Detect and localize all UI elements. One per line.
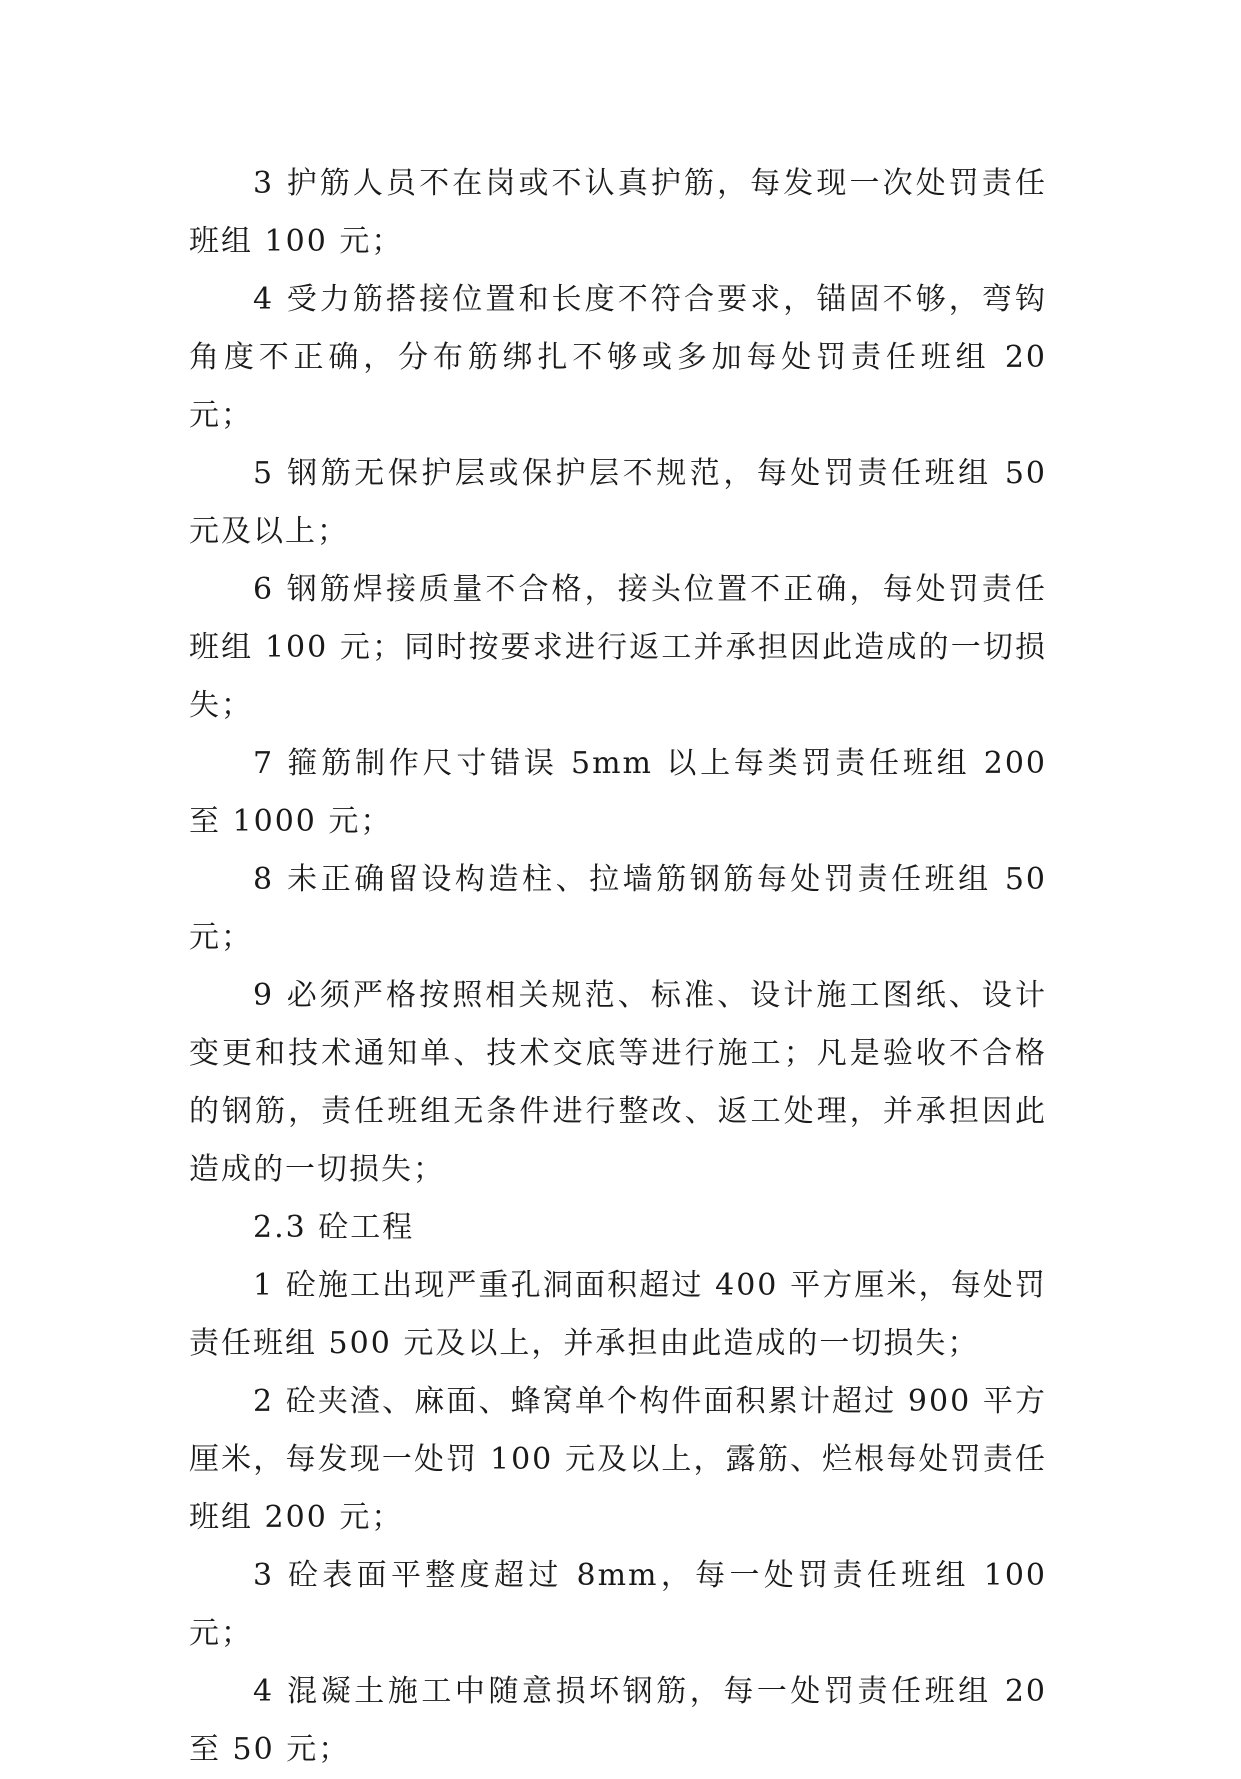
paragraph: 7 箍筋制作尺寸错误 5mm 以上每类罚责任班组 200 至 1000 元； bbox=[189, 746, 1047, 839]
paragraph: 6 钢筋焊接质量不合格，接头位置不正确，每处罚责任班组 100 元；同时按要求进行返工并承担因此造成的一切损失； bbox=[189, 572, 1047, 723]
paragraph: 4 受力筋搭接位置和长度不符合要求，锚固不够，弯钩角度不正确，分布筋绑扎不够或多加每处罚责任班组 20 元； bbox=[189, 282, 1047, 433]
section-heading: 2.3 砼工程 bbox=[253, 1210, 415, 1245]
paragraph: 5 钢筋无保护层或保护层不规范，每处罚责任班组 50 元及以上； bbox=[189, 456, 1047, 549]
paragraph: 1 砼施工出现严重孔洞面积超过 400 平方厘米，每处罚责任班组 500 元及以上，并承担由此造成的一切损失； bbox=[189, 1268, 1047, 1361]
paragraph: 9 必须严格按照相关规范、标准、设计施工图纸、设计变更和技术通知单、技术交底等进行施工；凡是验收不合格的钢筋，责任班组无条件进行整改、返工处理，并承担因此造成的一切损失； bbox=[189, 978, 1047, 1187]
paragraph: 8 未正确留设构造柱、拉墙筋钢筋每处罚责任班组 50 元； bbox=[189, 862, 1047, 955]
paragraph: 4 混凝土施工中随意损坏钢筋，每一处罚责任班组 20 至 50 元； bbox=[189, 1674, 1047, 1767]
paragraph: 2 砼夹渣、麻面、蜂窝单个构件面积累计超过 900 平方厘米，每发现一处罚 100 元及以上，露筋、烂根每处罚责任班组 200 元； bbox=[189, 1384, 1047, 1535]
document-body bbox=[189, 155, 1047, 1779]
paragraph: 3 砼表面平整度超过 8mm，每一处罚责任班组 100 元； bbox=[189, 1558, 1047, 1651]
paragraph: 3 护筋人员不在岗或不认真护筋，每发现一次处罚责任班组 100 元； bbox=[189, 166, 1047, 259]
